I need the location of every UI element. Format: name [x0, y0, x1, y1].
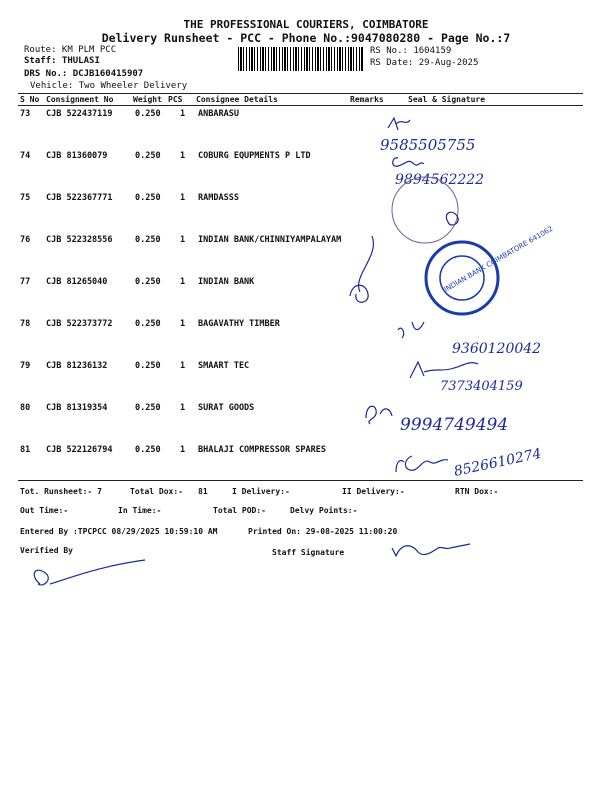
verified-signature [34, 560, 145, 585]
phone-79: 7373404159 [440, 379, 523, 394]
verified-by: Verified By [20, 546, 73, 555]
phone-78: 9360120042 [452, 341, 542, 357]
row-consignee: BHALAJI COMPRESSOR SPARES [198, 445, 326, 455]
row-consignment: CJB 81319354 [46, 403, 108, 413]
total-pod: Total POD:- [213, 506, 266, 515]
signature-74 [393, 158, 424, 166]
row-weight: 0.250 [135, 403, 161, 413]
total-dox-value: 81 [198, 487, 208, 496]
phone-73: 9585505755 [380, 136, 476, 154]
staff-signature [392, 544, 470, 556]
row-sno: 76 [20, 235, 31, 245]
entered-by: Entered By :TPCPCC 08/29/2025 10:59:10 AM [20, 527, 218, 536]
row-consignee: ANBARASU [198, 109, 239, 119]
row-consignee: SURAT GOODS [198, 403, 255, 413]
col-consignee: Consignee Details [196, 95, 278, 104]
row-weight: 0.250 [135, 361, 161, 371]
row-consignment: CJB 522437119 [46, 109, 113, 119]
signature-81 [396, 456, 448, 472]
rs-date: RS Date: 29-Aug-2025 [370, 58, 479, 68]
row-weight: 0.250 [135, 109, 161, 119]
row-pcs: 1 [180, 319, 186, 329]
row-consignee: COBURG EQUPMENTS P LTD [198, 151, 311, 161]
row-weight: 0.250 [135, 445, 161, 455]
row-pcs: 1 [180, 403, 186, 413]
row-sno: 80 [20, 403, 31, 413]
in-time: In Time:- [118, 506, 162, 515]
phone-80: 9994749494 [400, 415, 509, 435]
row-pcs: 1 [180, 361, 186, 371]
rs-number: RS No.: 1604159 [370, 46, 452, 56]
row-consignment: CJB 81265040 [46, 277, 108, 287]
row-consignment: CJB 522367771 [46, 193, 113, 203]
row-weight: 0.250 [135, 277, 161, 287]
row-sno: 75 [20, 193, 31, 203]
phone-81: 8526610274 [452, 445, 543, 480]
row-sno: 74 [20, 151, 31, 161]
staff-label: Staff: THULASI [24, 56, 100, 66]
company-title: THE PROFESSIONAL COURIERS, COIMBATORE [183, 18, 429, 31]
col-remarks: Remarks [350, 95, 384, 104]
row-weight: 0.250 [135, 235, 161, 245]
row-consignment: CJB 522328556 [46, 235, 113, 245]
row-consignment: CJB 81360079 [46, 151, 108, 161]
col-sno: S No [20, 95, 40, 104]
row-pcs: 1 [180, 445, 186, 455]
phone-74: 9894562222 [395, 172, 485, 188]
row-pcs: 1 [180, 109, 186, 119]
row-sno: 81 [20, 445, 31, 455]
vehicle-label: Vehicle: Two Wheeler Delivery [30, 81, 188, 91]
row-pcs: 1 [180, 277, 186, 287]
row-pcs: 1 [180, 193, 186, 203]
drs-label: DRS No.: DCJB160415907 [24, 69, 144, 79]
row-weight: 0.250 [135, 193, 161, 203]
row-sno: 78 [20, 319, 31, 329]
col-consignment: Consignment No [46, 95, 114, 104]
delivery-points: Delvy Points:- [290, 506, 358, 515]
row-consignment: CJB 522126794 [46, 445, 113, 455]
staff-signature-label: Staff Signature [272, 548, 345, 557]
row-pcs: 1 [180, 235, 186, 245]
row-consignee: SMAART TEC [198, 361, 250, 371]
row-weight: 0.250 [135, 319, 161, 329]
signature-76-77 [350, 236, 373, 302]
signature-80 [366, 406, 392, 424]
row-consignee: BAGAVATHY TIMBER [198, 319, 280, 329]
row-weight: 0.250 [135, 151, 161, 161]
row-sno: 77 [20, 277, 31, 287]
row-consignee: INDIAN BANK/CHINNIYAMPALAYAM [198, 235, 342, 245]
route-label: Route: KM PLM PCC [24, 45, 117, 55]
out-time: Out Time:- [20, 506, 69, 515]
signature-78 [398, 322, 424, 338]
row-consignment: CJB 81236132 [46, 361, 108, 371]
signature-79 [410, 362, 478, 378]
signature-73 [388, 118, 410, 130]
row-consignee: RAMDASSS [198, 193, 239, 203]
col-seal: Seal & Signature [408, 95, 486, 104]
runsheet-subtitle: Delivery Runsheet - PCC - Phone No.:9047080280 - Page No.:7 [101, 31, 511, 45]
col-weight: Weight [133, 95, 162, 104]
printed-on: Printed On: 29-08-2025 11:00:20 [248, 527, 398, 536]
i-delivery: I Delivery:- [232, 487, 290, 496]
ii-delivery: II Delivery:- [342, 487, 405, 496]
total-runsheet: Tot. Runsheet:- 7 [20, 487, 102, 496]
row-pcs: 1 [180, 151, 186, 161]
row-consignment: CJB 522373772 [46, 319, 113, 329]
bank-stamp-text: INDIAN BANK COIMBATORE 641062 [442, 224, 555, 294]
row-sno: 79 [20, 361, 31, 371]
rtn-dox: RTN Dox:- [455, 487, 499, 496]
row-sno: 73 [20, 109, 31, 119]
col-pcs: PCS [168, 95, 183, 104]
total-dox-label: Total Dox:- [130, 487, 183, 496]
row-consignee: INDIAN BANK [198, 277, 255, 287]
